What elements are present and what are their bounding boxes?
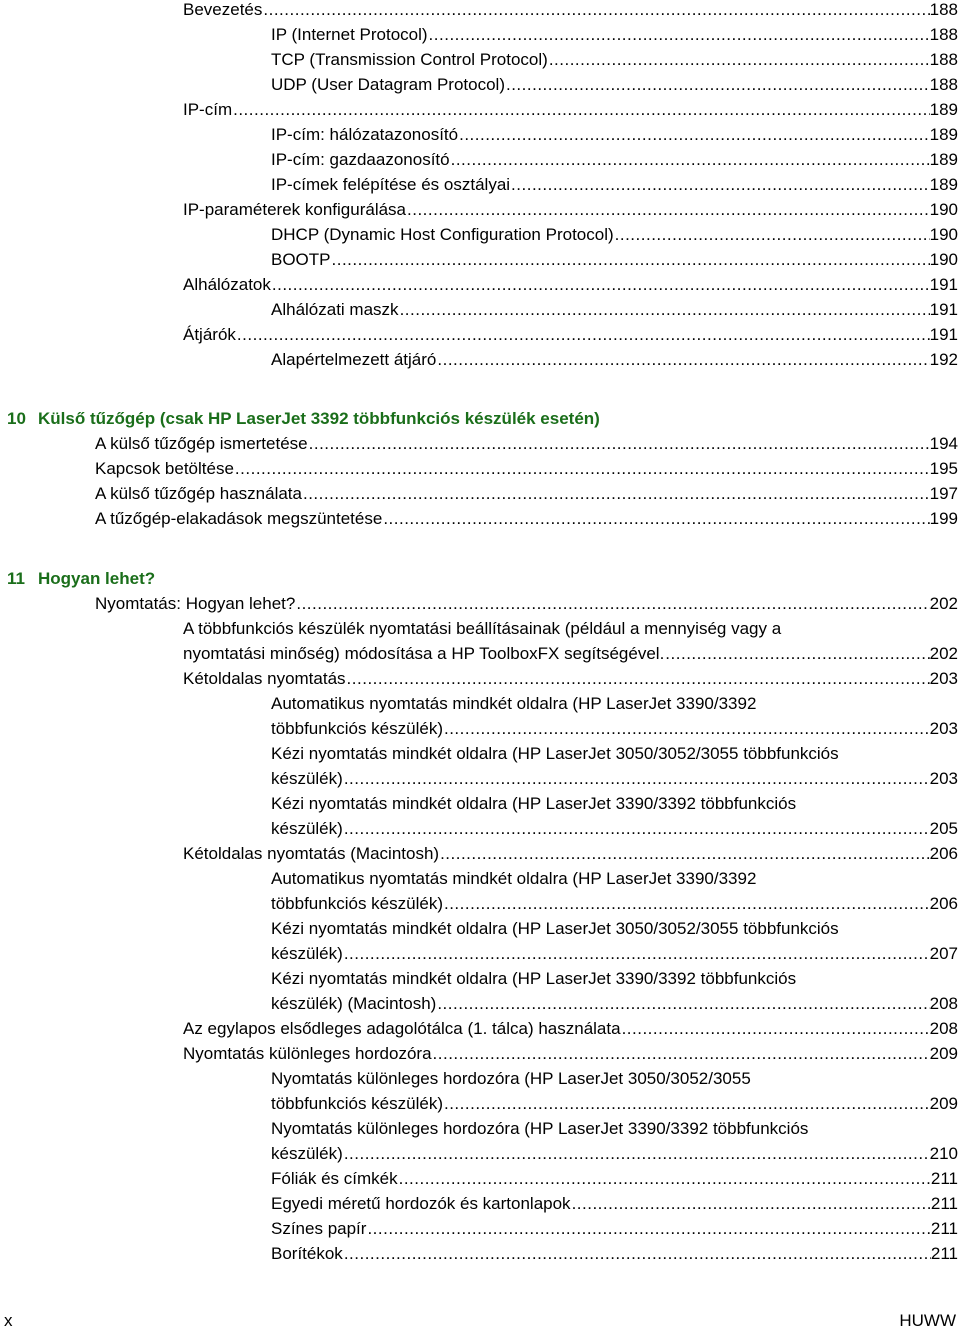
toc-entry: UDP (User Datagram Protocol) ..... 188 xyxy=(271,72,958,97)
toc-entry: IP (Internet Protocol) ..... 188 xyxy=(271,22,958,47)
toc-entry-line: Kézi nyomtatás mindkét oldalra (HP LaserJet 3390/3392 többfunkciós xyxy=(271,969,797,988)
toc-entry: A külső tűzőgép használata ..... 197 xyxy=(95,481,958,506)
page-number-footer: x xyxy=(4,1311,13,1330)
chapter-heading: 11 Hogyan lehet? xyxy=(7,569,156,588)
toc-entry: IP-cím ..... 189 xyxy=(183,97,958,122)
toc-entry-line: Nyomtatás különleges hordozóra (HP LaserJet 3050/3052/3055 xyxy=(271,1069,751,1088)
toc-entry-line: Automatikus nyomtatás mindkét oldalra (HP LaserJet 3390/3392 xyxy=(271,869,757,888)
toc-entry: Alapértelmezett átjáró ..... 192 xyxy=(271,347,958,372)
toc-entry: Átjárók ..... 191 xyxy=(183,322,958,347)
toc-entry: Borítékok ..... 211 xyxy=(271,1241,958,1266)
toc-entry: Alhálózatok ..... 191 xyxy=(183,272,958,297)
toc-entry: Kapcsok betöltése ..... 195 xyxy=(95,456,958,481)
toc-entry: A külső tűzőgép ismertetése ..... 194 xyxy=(95,431,958,456)
toc-entry: Nyomtatás: Hogyan lehet? ..... 202 xyxy=(95,591,958,616)
toc-entry: Alhálózati maszk ..... 191 xyxy=(271,297,958,322)
toc-entry-line: Kézi nyomtatás mindkét oldalra (HP LaserJet 3050/3052/3055 többfunkciós xyxy=(271,744,839,763)
toc-entry: IP-cím: hálózatazonosító ..... 189 xyxy=(271,122,958,147)
toc-entry-line: Nyomtatás különleges hordozóra (HP LaserJet 3390/3392 többfunkciós xyxy=(271,1119,809,1138)
toc-entry: Nyomtatás különleges hordozóra (HP LaserJet 3390/3392 többfunkciós készülék) ..... 210 xyxy=(271,1116,958,1166)
toc-entry: Kézi nyomtatás mindkét oldalra (HP LaserJet 3050/3052/3055 többfunkciós készülék) ..... 207 xyxy=(271,916,958,966)
toc-entry: Automatikus nyomtatás mindkét oldalra (HP LaserJet 3390/3392 többfunkciós készülék) ..... 203 xyxy=(271,691,958,741)
toc-entry-line: Automatikus nyomtatás mindkét oldalra (HP LaserJet 3390/3392 xyxy=(271,694,757,713)
toc-entry: A többfunkciós készülék nyomtatási beállításainak (például a mennyiség vagy a nyomtatási minőség) módosítása a HP ToolboxFX segítségével. ..... 202 xyxy=(183,616,958,666)
toc-entry: DHCP (Dynamic Host Configuration Protocol) ..... 190 xyxy=(271,222,958,247)
toc-entry: Automatikus nyomtatás mindkét oldalra (HP LaserJet 3390/3392 többfunkciós készülék) ..... 206 xyxy=(271,866,958,916)
toc-entry: Fóliák és címkék ..... 211 xyxy=(271,1166,958,1191)
toc-entry: IP-paraméterek konfigurálása ..... 190 xyxy=(183,197,958,222)
toc-entry: Kétoldalas nyomtatás ..... 203 xyxy=(183,666,958,691)
toc-entry: Kétoldalas nyomtatás (Macintosh) ..... 206 xyxy=(183,841,958,866)
toc-entry: Nyomtatás különleges hordozóra (HP LaserJet 3050/3052/3055 többfunkciós készülék) ..... 209 xyxy=(271,1066,958,1116)
toc-entry: TCP (Transmission Control Protocol) ..... 188 xyxy=(271,47,958,72)
toc-entry: Kézi nyomtatás mindkét oldalra (HP LaserJet 3390/3392 többfunkciós készülék) (Macintosh) ..... 208 xyxy=(271,966,958,1016)
toc-entry: Bevezetés ..... 188 xyxy=(183,0,958,22)
toc-entry: Kézi nyomtatás mindkét oldalra (HP LaserJet 3050/3052/3055 többfunkciós készülék) ..... 203 xyxy=(271,741,958,791)
chapter-heading: 10 Külső tűzőgép (csak HP LaserJet 3392 többfunkciós készülék esetén) xyxy=(7,409,600,428)
toc-entry: BOOTP ..... 190 xyxy=(271,247,958,272)
toc-entry: IP-címek felépítése és osztályai ..... 189 xyxy=(271,172,958,197)
language-code-footer: HUWW xyxy=(899,1311,956,1330)
toc-entry-line: A többfunkciós készülék nyomtatási beállításainak (például a mennyiség vagy a xyxy=(183,619,782,638)
toc-entry: IP-cím: gazdaazonosító ..... 189 xyxy=(271,147,958,172)
toc-entry-line: Kézi nyomtatás mindkét oldalra (HP LaserJet 3050/3052/3055 többfunkciós xyxy=(271,919,839,938)
toc-entry: Az egylapos elsődleges adagolótálca (1. tálca) használata ..... 208 xyxy=(183,1016,958,1041)
toc-entry: A tűzőgép-elakadások megszüntetése ..... 199 xyxy=(95,506,958,531)
toc-entry: Színes papír ..... 211 xyxy=(271,1216,958,1241)
toc-entry: Kézi nyomtatás mindkét oldalra (HP LaserJet 3390/3392 többfunkciós készülék) ..... 205 xyxy=(271,791,958,841)
toc-entry: Egyedi méretű hordozók és kartonlapok ..... 211 xyxy=(271,1191,958,1216)
toc-entry-line: Kézi nyomtatás mindkét oldalra (HP LaserJet 3390/3392 többfunkciós xyxy=(271,794,797,813)
toc-entry: Nyomtatás különleges hordozóra ..... 209 xyxy=(183,1041,958,1066)
